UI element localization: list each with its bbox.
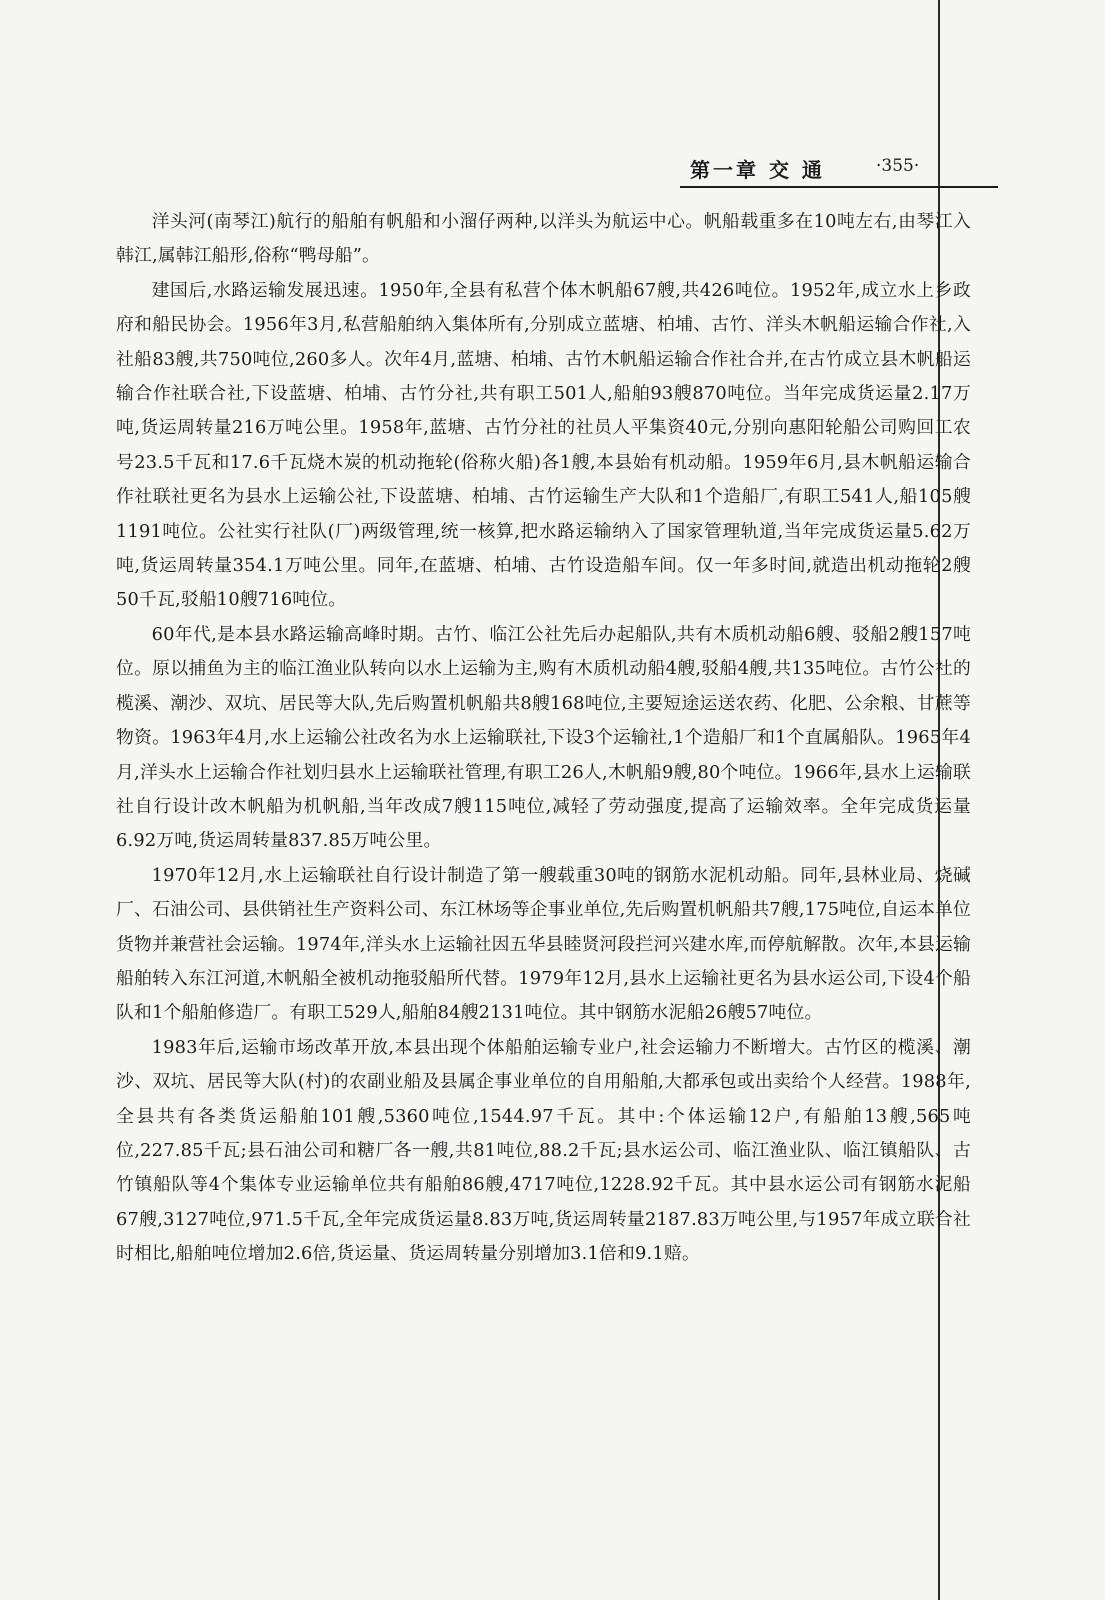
paragraph: 1983年后,运输市场改革开放,本县出现个体船舶运输专业户,社会运输力不断增大。古竹区的榄溪、潮沙、双坑、居民等大队(村)的农副业船及县属企事业单位的自用船舶,大都承包或出卖给个人经营。1988年,全县共有各类货运船舶101艘,5360吨位,1544.97千瓦。其中:个体运输12户,有船舶13艘,565吨位,227.85千瓦;县石油公司和糖厂各一艘,共81吨位,88.2千瓦;县水运公司、临江渔业队、临江镇船队、古竹镇船队等4个集体专业运输单位共有船舶86艘,4717吨位,1228.92千瓦。其中县水运公司有钢筋水泥船67艘,3127吨位,971.5千瓦,全年完成货运量8.83万吨,货运周转量2187.83万吨公里,与1957年成立联合社时相比,船舶吨位增加2.6倍,货运量、货运周转量分别增加3.1倍和9.1赔。 <box>116 1036 971 1265</box>
chapter-title: 第一章 交 通 <box>690 158 825 182</box>
paragraph: 1970年12月,水上运输联社自行设计制造了第一艘载重30吨的钢筋水泥机动船。同年,县林业局、烧碱厂、石油公司、县供销社生产资料公司、东江林场等企事业单位,先后购置机帆船共7艘,175吨位,自运本单位货物并兼营社会运输。1974年,洋头水上运输社因五华县睦贤河段拦河兴建水库,而停航解散。次年,本县运输船舶转入东江河道,木帆船全被机动拖驳船所代替。1979年12月,县水上运输社更名为县水运公司,下设4个船队和1个船舶修造厂。有职工529人,船舶84艘2131吨位。其中钢筋水泥船26艘57吨位。 <box>116 864 971 1024</box>
paragraph: 60年代,是本县水路运输高峰时期。古竹、临江公社先后办起船队,共有木质机动船6艘、驳船2艘157吨位。原以捕鱼为主的临江渔业队转向以水上运输为主,购有木质机动船4艘,驳船4艘,共135吨位。古竹公社的榄溪、潮沙、双坑、居民等大队,先后购置机帆船共8艘168吨位,主要短途运送农药、化肥、公余粮、甘蔗等物资。1963年4月,水上运输公社改名为水上运输联社,下设3个运输社,1个造船厂和1个直属船队。1965年4月,洋头水上运输合作社划归县水上运输联社管理,有职工26人,木帆船9艘,80个吨位。1966年,县水上运输联社自行设计改木帆船为机帆船,当年改成7艘115吨位,减轻了劳动强度,提高了运输效率。全年完成货运量6.92万吨,货运周转量837.85万吨公里。 <box>116 623 971 852</box>
body-text <box>116 205 971 1272</box>
page-number: ·355· <box>876 156 920 176</box>
running-header <box>680 150 998 188</box>
paragraph: 建国后,水路运输发展迅速。1950年,全县有私营个体木帆船67艘,共426吨位。1952年,成立水上乡政府和船民协会。1956年3月,私营船舶纳入集体所有,分别成立蓝塘、柏埔、古竹、洋头木帆船运输合作社,入社船83艘,共750吨位,260多人。次年4月,蓝塘、柏埔、古竹木帆船运输合作社合并,在古竹成立县木帆船运输合作社联合社,下设蓝塘、柏埔、古竹分社,共有职工501人,船舶93艘870吨位。当年完成货运量2.17万吨,货运周转量216万吨公里。1958年,蓝塘、古竹分社的社员人平集资40元,分别向惠阳轮船公司购回工农号23.5千瓦和17.6千瓦烧木炭的机动拖轮(俗称火船)各1艘,本县始有机动船。1959年6月,县木帆船运输合作社联社更名为县水上运输公社,下设蓝塘、柏埔、古竹运输生产大队和1个造船厂,有职工541人,船105艘1191吨位。公社实行社队(厂)两级管理,统一核算,把水路运输纳入了国家管理轨道,当年完成货运量5.62万吨,货运周转量354.1万吨公里。同年,在蓝塘、柏埔、古竹设造船车间。仅一年多时间,就造出机动拖轮2艘50千瓦,驳船10艘716吨位。 <box>116 279 971 611</box>
paragraph: 洋头河(南琴江)航行的船舶有帆船和小溜仔两种,以洋头为航运中心。帆船载重多在10吨左右,由琴江入韩江,属韩江船形,俗称“鸭母船”。 <box>116 211 971 267</box>
